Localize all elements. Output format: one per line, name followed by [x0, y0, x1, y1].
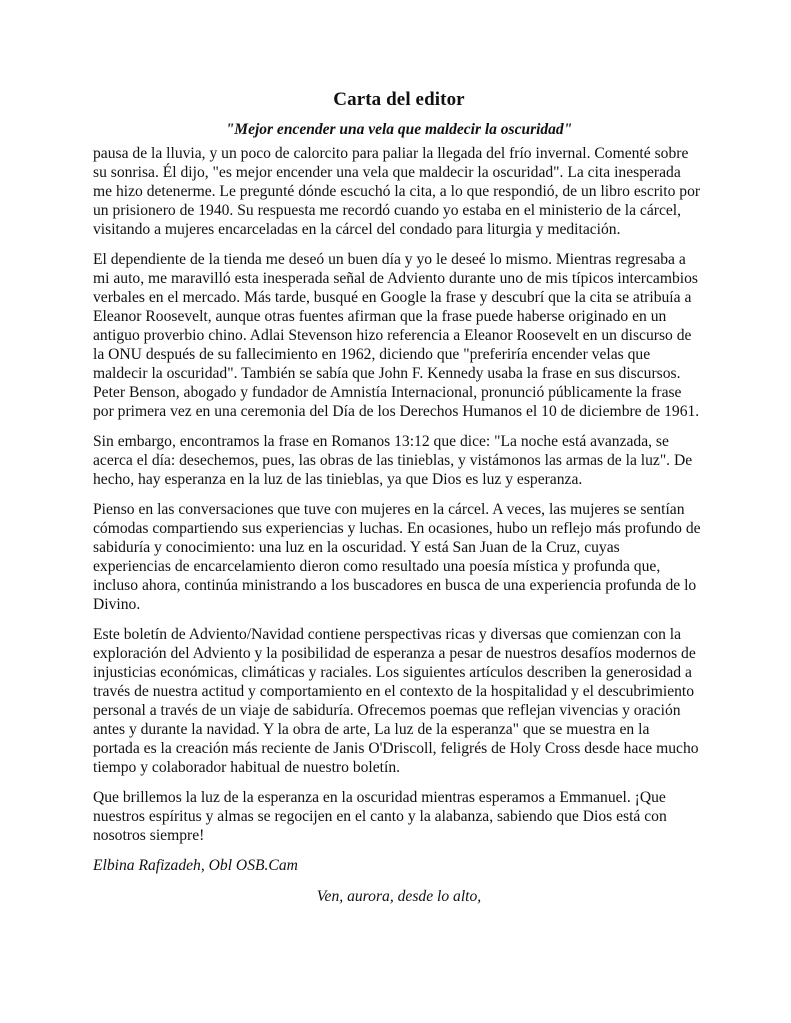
text-line: Pienso en las conversaciones que tuve con mujeres en la cárcel. A veces, las mujeres se sentían: [93, 501, 685, 518]
text-line: Peter Benson, abogado y fundador de Amnistía Internacional, pronunció públicamente la frase: [93, 384, 682, 401]
text-line: través de nuestra actitud y comportamiento en el contexto de la hospitalidad y el descubrimiento: [93, 683, 695, 700]
text-line: visitando a mujeres encarceladas en la cárcel del condado para liturgia y meditación.: [93, 221, 621, 238]
text-line: Divino.: [93, 596, 141, 613]
author-signature: Elbina Rafizadeh, Obl OSB.Cam: [93, 857, 298, 874]
text-line: pausa de la lluvia, y un poco de calorcito para paliar la llegada del frío invernal. Comenté sobre: [93, 145, 689, 162]
text-line: hecho, hay esperanza en la luz de las tinieblas, ya que Dios es luz y esperanza.: [93, 471, 583, 488]
text-line: injusticias económicas, climáticas y raciales. Los siguientes artículos describen la generosidad a: [93, 664, 692, 681]
text-line: sabiduría y conocimiento: una luz en la oscuridad. Y está San Juan de la Cruz, cuyas: [93, 539, 620, 556]
text-line: nuestros espíritus y almas se regocijen en el canto y la alabanza, sabiendo que Dios está con: [93, 808, 667, 825]
text-line: tiempo y colaborador habitual de nuestro boletín.: [93, 759, 401, 776]
text-line: maldecir la oscuridad". También se sabía que John F. Kennedy usaba la frase en sus discursos.: [93, 365, 681, 382]
text-line: Este boletín de Adviento/Navidad contiene perspectivas ricas y diversas que comienzan con la: [93, 626, 682, 643]
paragraph-romans: [93, 432, 705, 489]
text-line: portada es la creación más reciente de Janis O'Driscoll, feligrés de Holy Cross desde hace mucho: [93, 740, 699, 757]
text-line: Eleanor Roosevelt, aunque otras fuentes afirman que la frase puede haberse originado en un: [93, 308, 667, 325]
poem-first-line: Ven, aurora, desde lo alto,: [316, 888, 482, 905]
text-line: exploración del Adviento y la posibilidad de esperanza a pesar de nuestros desafíos modernos de: [93, 645, 696, 662]
text-line: antiguo proverbio chino. Adlai Stevenson hizo referencia a Eleanor Roosevelt en un discurso de: [93, 327, 692, 344]
editor-letter-page: [93, 88, 705, 906]
paragraph-rain-encounter: [93, 144, 705, 239]
text-line: su sonrisa. Él dijo, "es mejor encender una vela que maldecir la oscuridad". La cita inesperada: [93, 164, 681, 181]
letter-body: [93, 144, 705, 845]
text-line: personal a través de un viaje de sabiduría. Ofrecemos poemas que reflejan vivencias y oración: [93, 702, 681, 719]
text-line: experiencias de encarcelamiento dieron como resultado una poesía mística y profunda que,: [93, 558, 661, 575]
text-line: Sin embargo, encontramos la frase en Romanos 13:12 que dice: "La noche está avanzada, se: [93, 433, 669, 450]
text-line: me hizo detenerme. Le pregunté dónde escuchó la cita, a lo que respondió, de un libro escrito por: [93, 183, 701, 200]
text-line: incluso ahora, continúa ministrando a los buscadores en busca de una experiencia profunda de lo: [93, 577, 697, 594]
text-line: mi auto, me maravilló esta inesperada señal de Adviento durante uno de mis típicos intercambios: [93, 270, 698, 287]
text-line: nosotros siempre!: [93, 827, 205, 844]
letter-subtitle-quote: "Mejor encender una vela que maldecir la oscuridad": [225, 121, 573, 138]
text-line: verbales en el mercado. Más tarde, busqué en Google la frase y descubrí que la cita se atribuía a: [93, 289, 692, 306]
paragraph-closing-blessing: [93, 788, 705, 845]
paragraph-newsletter-contents: [93, 625, 705, 777]
text-line: Que brillemos la luz de la esperanza en la oscuridad mientras esperamos a Emmanuel. ¡Que: [93, 789, 666, 806]
paragraph-prison-conversations: [93, 500, 705, 614]
text-line: la ONU después de su fallecimiento en 1962, diciendo que "preferiría encender velas que: [93, 346, 651, 363]
text-line: cómodas compartiendo sus experiencias y luchas. En ocasiones, hubo un reflejo más profundo de: [93, 520, 701, 537]
text-line: antes y durante la navidad. Y la obra de arte, La luz de la esperanza" que se muestra en la: [93, 721, 650, 738]
paragraph-quote-origin: [93, 250, 705, 421]
letter-title: Carta del editor: [333, 89, 465, 110]
text-line: por primera vez en una ceremonia del Día de los Derechos Humanos el 10 de diciembre de 1961.: [93, 403, 700, 420]
text-line: un prisionero de 1940. Su respuesta me recordó cuando yo estaba en el ministerio de la cárcel,: [93, 202, 682, 219]
text-line: acerca el día: desechemos, pues, las obras de las tinieblas, y vistámonos las armas de la luz". De: [93, 452, 693, 469]
text-line: El dependiente de la tienda me deseó un buen día y yo le deseé lo mismo. Mientras regresaba a: [93, 251, 686, 268]
